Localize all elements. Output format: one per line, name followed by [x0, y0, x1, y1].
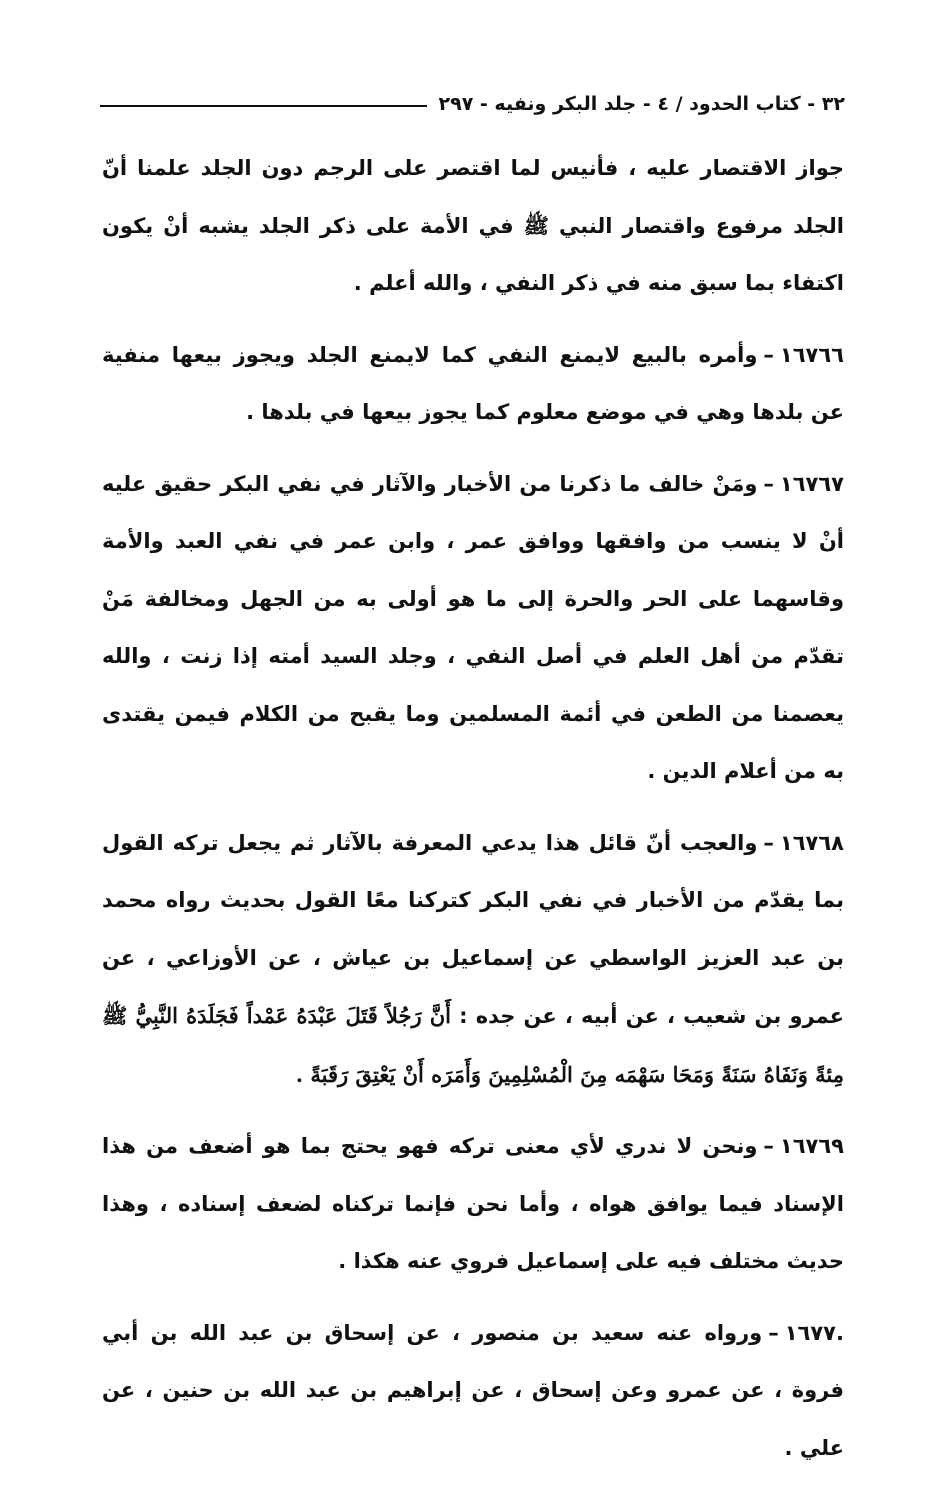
dash-separator: – — [768, 1320, 779, 1345]
dash-separator: – — [763, 830, 774, 855]
paragraph-text: ورواه عنه سعيد بن منصور ، عن إسحاق بن عبد الله بن أبي فروة ، عن عمرو وعن إسحاق ، عن إبراهيم بن عبد الله بن حنين ، عن علي . — [102, 1320, 844, 1460]
paragraph-16766 — [102, 327, 844, 442]
dash-separator: – — [763, 1134, 774, 1158]
paragraph-text: وأمره بالبيع لايمنع النفي كما لايمنع الجلد ويجوز بيعها منفية عن بلدها وهي في موضع معلوم كما يجوز بيعها في بلدها . — [102, 342, 844, 424]
paragraph-number: ١٦٧٦٧ — [779, 471, 844, 496]
paragraph-number: ١٦٧٦٩ — [779, 1134, 844, 1158]
paragraph-text: ومَنْ خالف ما ذكرنا من الأخبار والآثار في نفي البكر حقيق عليه أنْ لا ينسب من وافقها ووافق عمر ، وابن عمر في نفي العبد والأمة وقاسهما على الحر والحرة إلى ما هو أولى به من الجهل ومخالفة مَنْ تقدّم من أهل العلم في أصل النفي ، وجلد السيد أمته إذا زنت ، والله يعصمنا من الطعن في أئمة المسلمين وما يقبح من الكلام فيمن يقتدى به من أعلام الدين . — [102, 471, 844, 783]
body-text — [102, 140, 844, 1491]
paragraph-text: جواز الاقتصار عليه ، فأنيس لما اقتصر على الرجم دون الجلد علمنا أنّ الجلد مرفوع واقتصار النبي ﷺ في الأمة على ذكر الجلد يشبه أنْ يكون اكتفاء بما سبق منه في ذكر النفي ، والله أعلم . — [102, 156, 844, 295]
paragraph-16768 — [102, 815, 844, 1105]
header-rule — [100, 105, 427, 107]
paragraph-text: والعجب أنّ قائل هذا يدعي المعرفة بالآثار ثم يجعل تركه القول بما يقدّم من الأخبار في نفي البكر كتركنا معًا القول بحديث رواه محمد بن عبد العزيز الواسطي عن إسماعيل بن عياش ، عن الأوزاعي ، عن عمرو بن شعيب ، عن أبيه ، عن جده : — [102, 830, 845, 1028]
paragraph-text: ونحن لا ندري لأي معنى تركه فهو يحتج بما هو أضعف من هذا الإسناد فيما يوافق هواه ، وأما نحن فإنما تركناه لضعف إسناده ، وهذا حديث مختلف فيه على إسماعيل فروي عنه هكذا . — [102, 1134, 844, 1273]
paragraph-16769 — [102, 1118, 844, 1291]
dash-separator: – — [763, 471, 774, 496]
paragraph-16767 — [102, 456, 844, 801]
paragraph-continuation — [102, 140, 844, 313]
paragraph-16770 — [102, 1305, 844, 1478]
paragraph-number: ١٦٧٦٨ — [779, 830, 844, 855]
paragraph-number: ١٦٧٦٦ — [779, 342, 844, 367]
paragraph-number: .١٦٧٧ — [784, 1320, 844, 1345]
dash-separator: – — [763, 342, 774, 367]
running-header — [100, 86, 845, 122]
running-header-text: ٣٢ - كتاب الحدود / ٤ - جلد البكر ونفيه - ٢٩٧ — [438, 93, 845, 115]
hadith-quote: أَنَّ رَجُلاً قَتَلَ عَبْدَهُ عَمْداً فَجَلَدَهُ النَّبِيُّ ﷺ مِئةً وَنَفَاهُ سَنَةً وَمَحَا سَهْمَه مِنَ الْمُسْلِمِينَ وَأَمَرَه أَنْ يَعْتِقَ رَقَبَةً . — [102, 1003, 844, 1087]
